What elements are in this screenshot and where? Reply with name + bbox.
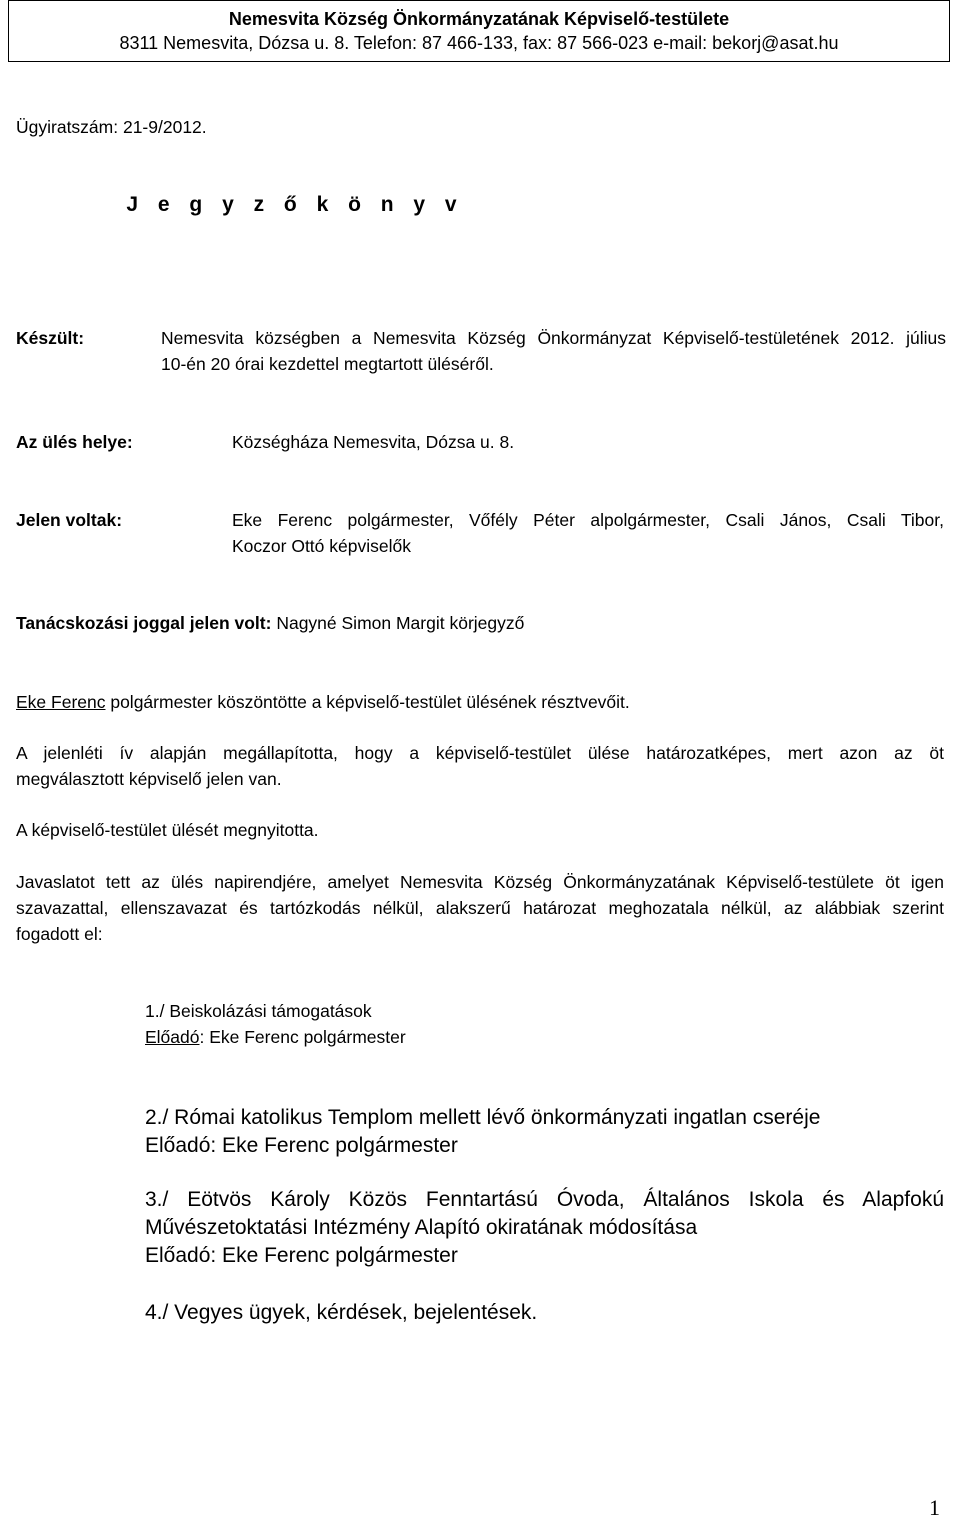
present-line-2: Koczor Ottó képviselők xyxy=(232,536,411,556)
agenda-item-2-presenter: Előadó: Eke Ferenc polgármester xyxy=(145,1134,458,1157)
present-text xyxy=(232,507,944,559)
agenda-item-1-presenter-name: : Eke Ferenc polgármester xyxy=(199,1027,406,1047)
made-text xyxy=(161,325,946,377)
made-label: Készült: xyxy=(16,328,85,348)
agenda-item-3-presenter: Előadó: Eke Ferenc polgármester xyxy=(145,1244,458,1267)
greeting-line xyxy=(16,689,630,715)
quorum-line-1: A jelenléti ív alapján megállapította, hogy a képviselő-testület ülése határozatképes, mert azon az öt xyxy=(16,743,944,763)
agenda-item-3 xyxy=(145,1186,944,1270)
greeting-name: Eke Ferenc xyxy=(16,692,106,712)
letterhead-organization: Nemesvita Község Önkormányzatának Képviselő-testülete xyxy=(228,9,730,29)
document-title: J e g y z ő k ö n y v xyxy=(126,193,464,216)
agenda-item-3-line-2: Művészetoktatási Intézmény Alapító okiratának módosítása xyxy=(145,1216,698,1239)
advisory-value: Nagyné Simon Margit körjegyző xyxy=(276,613,525,633)
quorum-text xyxy=(16,740,944,792)
agenda-item-3-line-1: 3./ Eötvös Károly Közös Fenntartású Óvoda, Általános Iskola és Alapfokú xyxy=(145,1188,944,1211)
agenda-item-1-title: 1./ Beiskolázási támogatások xyxy=(145,1001,372,1021)
agenda-item-2-title: 2./ Római katolikus Templom mellett lévő önkormányzati ingatlan cseréje xyxy=(145,1106,821,1129)
present-line-1: Eke Ferenc polgármester, Vőfély Péter alpolgármester, Csali János, Csali Tibor, xyxy=(232,510,944,530)
proposal-line-3: fogadott el: xyxy=(16,924,103,944)
letterhead xyxy=(8,0,950,62)
opened-line: A képviselő-testület ülését megnyitotta. xyxy=(16,820,319,840)
venue-value: Községháza Nemesvita, Dózsa u. 8. xyxy=(232,432,515,452)
proposal-line-2: szavazattal, ellenszavazat és tartózkodás nélkül, alakszerű határozat meghozatala nélkül, az alábbiak szerint xyxy=(16,898,944,918)
advisory-line xyxy=(16,610,524,636)
page-number: 1 xyxy=(929,1495,940,1520)
made-line-2: 10-én 20 órai kezdettel megtartott üléséről. xyxy=(161,354,494,374)
agenda-item-1-presenter xyxy=(145,1024,406,1050)
advisory-label: Tanácskozási joggal jelen volt: xyxy=(16,613,272,633)
venue-label: Az ülés helye: xyxy=(16,432,133,452)
present-label: Jelen voltak: xyxy=(16,510,123,530)
letterhead-contact: 8311 Nemesvita, Dózsa u. 8. Telefon: 87 466-133, fax: 87 566-023 e-mail: bekorj@asat.hu xyxy=(119,33,839,53)
file-number: Ügyiratszám: 21-9/2012. xyxy=(16,117,207,137)
proposal-line-1: Javaslatot tett az ülés napirendjére, amelyet Nemesvita Község Önkormányzatának Képviselő-testülete öt igen xyxy=(16,872,944,892)
made-line-1: Nemesvita községben a Nemesvita Község Önkormányzat Képviselő-testületének 2012. július xyxy=(161,328,946,348)
proposal-text xyxy=(16,869,944,947)
agenda-item-1-presenter-label: Előadó xyxy=(145,1027,200,1047)
agenda-item-4-title: 4./ Vegyes ügyek, kérdések, bejelentések. xyxy=(145,1301,538,1324)
quorum-line-2: megválasztott képviselő jelen van. xyxy=(16,769,282,789)
greeting-rest: polgármester köszöntötte a képviselő-testület ülésének résztvevőit. xyxy=(105,692,630,712)
